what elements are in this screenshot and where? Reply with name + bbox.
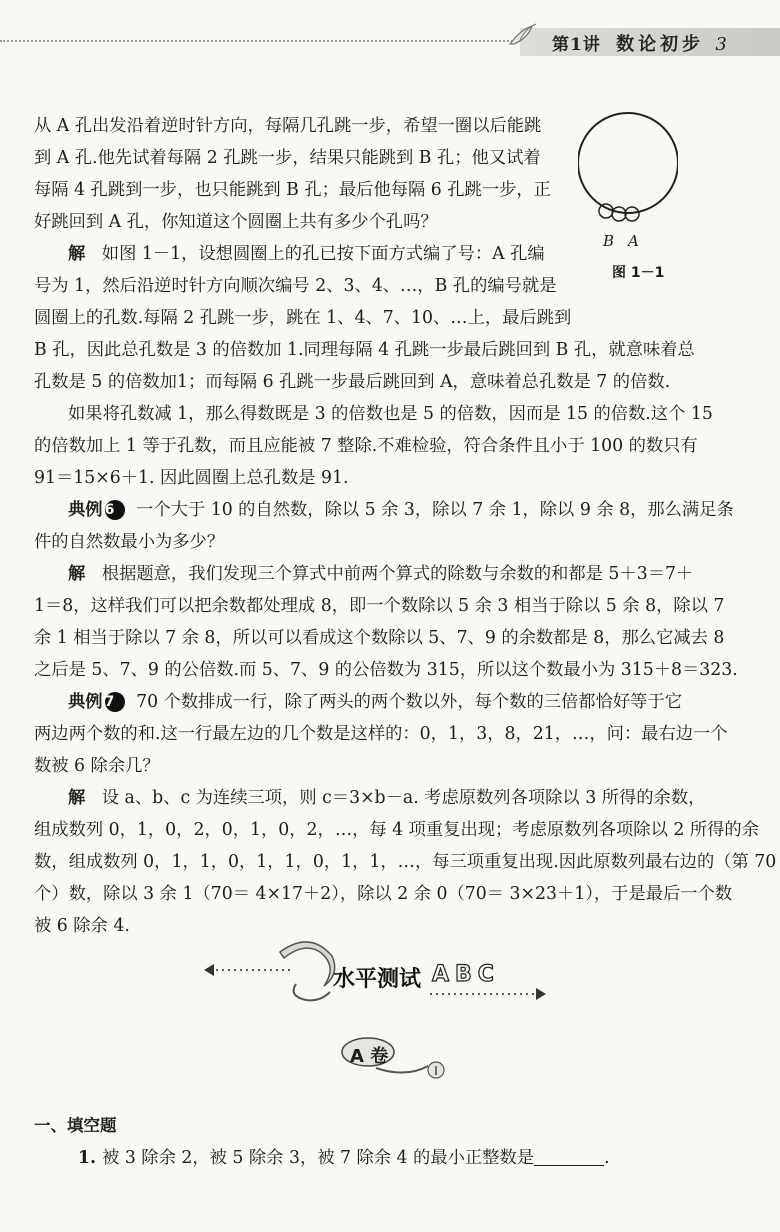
question-number: 1. — [78, 1148, 97, 1168]
solution-label: 解 — [68, 564, 86, 584]
text-line: 数被 6 除余几？ — [34, 756, 160, 776]
example-label: 典例 — [68, 500, 103, 520]
text-line: 余 1 相当于除以 7 余 8，所以可以看成这个数除以 5、7、9 的余数都是 8，那么它减去 8 — [34, 628, 725, 648]
text-line: 根据题意，我们发现三个算式中前两个算式的除数与余数的和都是 5＋3＝7＋ — [101, 564, 694, 584]
question-1 — [78, 1142, 610, 1174]
question-text: 被 3 除余 2，被 5 除余 3，被 7 除余 4 的最小正整数是 — [102, 1148, 535, 1168]
header-dotted-rule — [0, 40, 520, 42]
figure-label-b: B — [603, 232, 615, 250]
text-line: 到 A 孔.他先试着每隔 2 孔跳一步，结果只能跳到 B 孔；他又试着 — [34, 148, 541, 168]
chapter-title: 数论初步 — [616, 34, 705, 55]
text-line: 一个大于 10 的自然数，除以 5 余 3，除以 7 余 1，除以 9 余 8，那么满足条 — [136, 500, 734, 520]
text-line: 被 6 除余 4. — [34, 916, 130, 936]
solution-7 — [34, 782, 777, 942]
solution-label: 解 — [68, 788, 86, 808]
answer-blank[interactable] — [534, 1147, 604, 1166]
volume-label: A 卷 — [350, 1046, 389, 1067]
text-line: 圆圈上的孔数.每隔 2 孔跳一步，跳在 1、4、7、10、…上，最后跳到 — [34, 308, 572, 328]
text-line: 件的自然数最小为多少？ — [34, 532, 225, 552]
example-6 — [34, 494, 754, 558]
text-line: 如果将孔数减 1，那么得数既是 3 的倍数也是 5 的倍数，因而是 15 的倍数.这个 15 — [68, 404, 713, 424]
sprout-icon — [506, 20, 540, 48]
text-line: 从 A 孔出发沿着逆时针方向，每隔几孔跳一步，希望一圈以后能跳 — [34, 116, 542, 136]
chapter-label: 第1讲 — [552, 35, 601, 55]
banner-title: 水平测试 — [333, 967, 422, 992]
example-7 — [34, 686, 754, 782]
text-line: B 孔，因此总孔数是 3 的倍数加 1.同理每隔 4 孔跳一步最后跳回到 B 孔，就意味着总 — [34, 340, 695, 360]
text-line: 个）数，除以 3 余 1（70＝ 4×17＋2），除以 2 余 0（70＝ 3×23＋1），于是最后一个数 — [34, 884, 733, 904]
text-line: 91＝15×6＋1. 因此圆圈上总孔数是 91. — [34, 468, 349, 488]
solution-text — [34, 238, 754, 398]
page-number: 3 — [715, 34, 728, 55]
text-line: 设 a、b、c 为连续三项，则 c＝3×b－a. 考虑原数列各项除以 3 所得的余数， — [101, 788, 706, 808]
section-title: 一、填空题 — [34, 1116, 117, 1135]
example-number-badge: 6 — [105, 500, 125, 520]
text-line: 组成数列 0，1，0，2，0，1，0，2，…，每 4 项重复出现；考虑原数列各项除以 2 所得的余 — [34, 820, 759, 840]
figure-caption: 图 1－1 — [612, 265, 665, 281]
text-line: 每隔 4 孔跳到一步，也只能跳到 B 孔；最后他每隔 6 孔跳一步，正 — [34, 180, 551, 200]
text-line: 70 个数排成一行，除了两头的两个数以外，每个数的三倍都恰好等于它 — [136, 692, 682, 712]
text-line: 之后是 5、7、9 的公倍数.而 5、7、9 的公倍数为 315，所以这个数最小为 315＋8＝323. — [34, 660, 738, 680]
running-header — [552, 30, 728, 56]
text-line: 好跳回到 A 孔，你知道这个圆圈上共有多少个孔吗？ — [34, 212, 438, 232]
text-line: 的倍数加上 1 等于孔数，而且应能被 7 整除.不难检验，符合条件且小于 100 的数只有 — [34, 436, 698, 456]
text-line: 两边两个数的和.这一行最左边的几个数是这样的：0，1，3，8，21，…，问：最右边一个 — [34, 724, 728, 744]
figure-label-a: A — [628, 232, 639, 250]
reasoning-text — [34, 398, 754, 494]
text-line: 数，组成数列 0，1，1，0，1，1，0，1，1，…，每三项重复出现.因此原数列最右边的（第 70 — [34, 852, 777, 872]
problem-text — [34, 110, 574, 238]
text-line: 孔数是 5 的倍数加1；而每隔 6 孔跳一步最后跳回到 A，意味着总孔数是 7 的倍数. — [34, 372, 671, 392]
example-label: 典例 — [68, 692, 103, 712]
example-number-badge: 7 — [105, 692, 125, 712]
question-end: . — [604, 1148, 610, 1168]
text-line: 号为 1，然后沿逆时针方向顺次编号 2、3、4、…，B 孔的编号就是 — [34, 276, 557, 296]
solution-label: 解 — [68, 244, 86, 264]
figure-circle-holes — [578, 105, 678, 245]
text-line: 1＝8，这样我们可以把余数都处理成 8，即一个数除以 5 余 3 相当于除以 5 余 8，除以 7 — [34, 596, 725, 616]
solution-6 — [34, 558, 754, 686]
text-line: 如图 1－1，设想圆圈上的孔已按下面方式编了号：A 孔编 — [101, 244, 545, 264]
banner-abc: ABC — [432, 962, 500, 987]
